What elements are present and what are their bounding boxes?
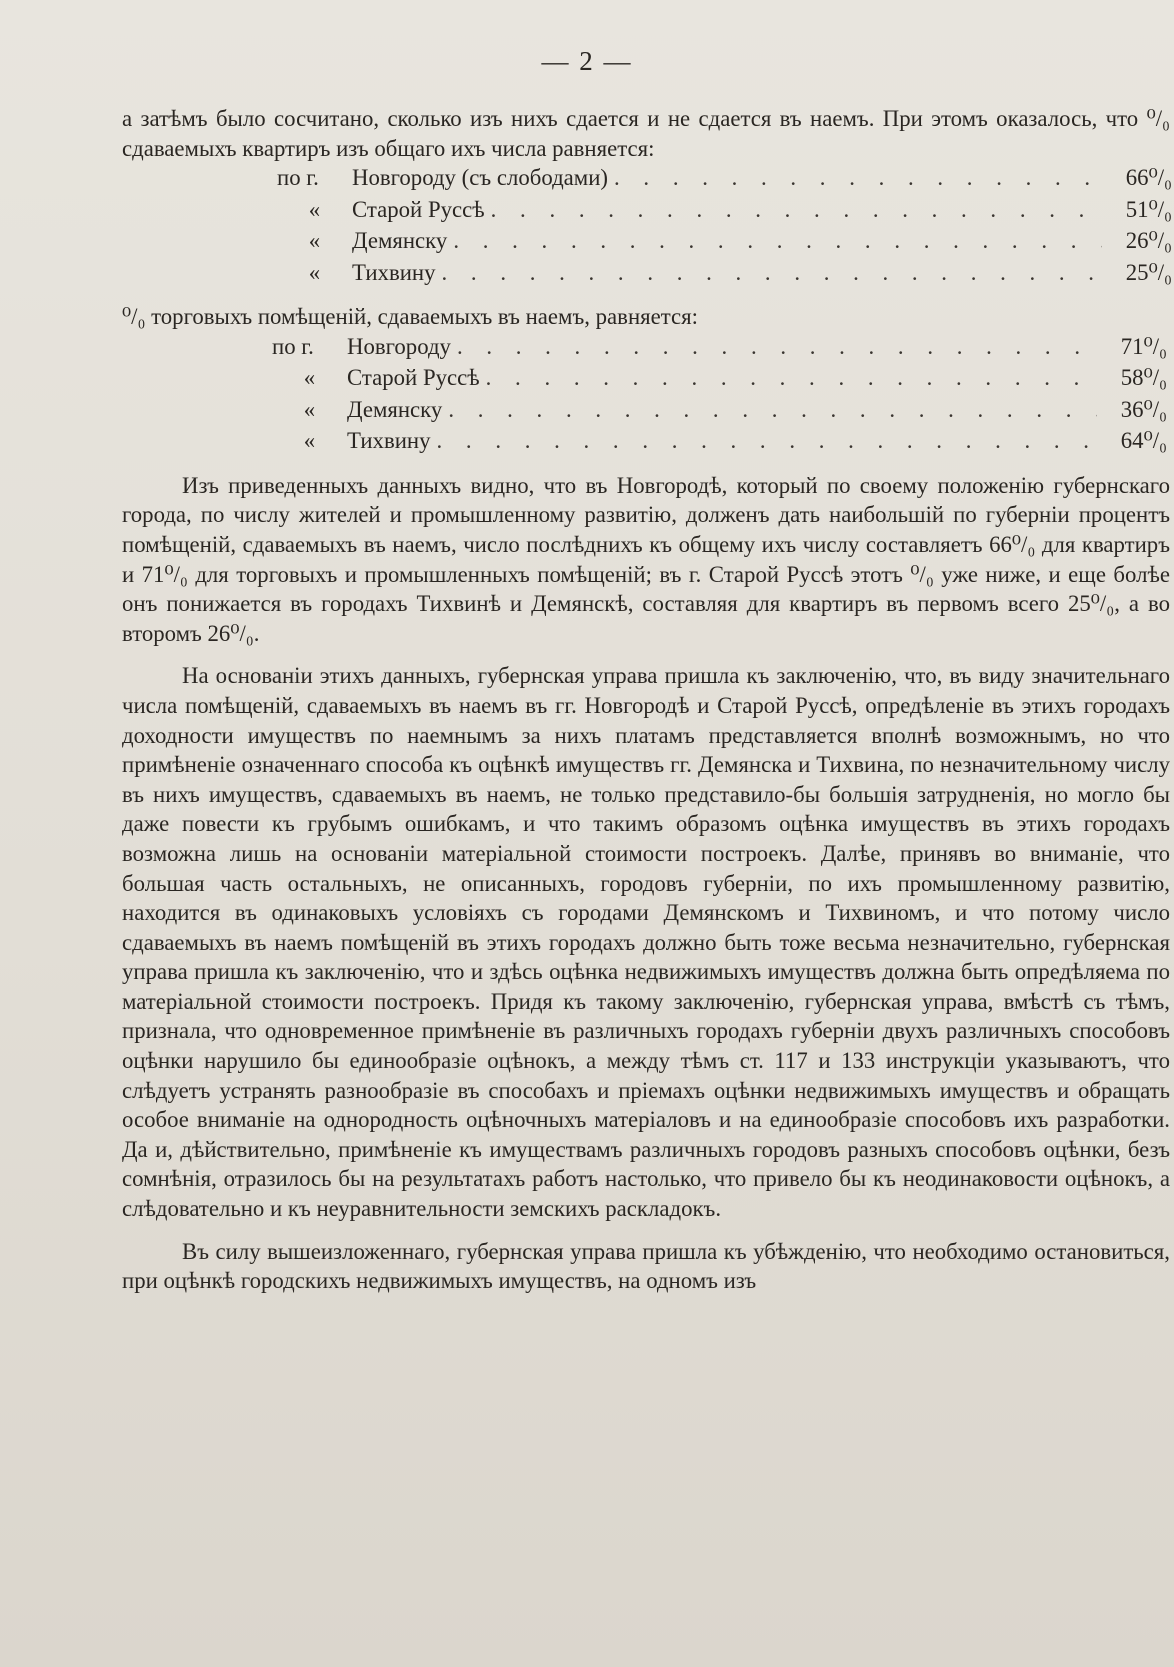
list-item-lead: по г.	[272, 333, 314, 359]
leader-dots	[437, 426, 1097, 456]
list-item	[272, 332, 1167, 364]
list-item-value: 36⁰/₀	[1120, 396, 1167, 422]
leader-dots	[491, 195, 1102, 225]
list-item	[277, 226, 1172, 258]
paragraph: Изъ приведенныхъ данныхъ видно, что въ Новгородѣ, который по своему положенію губернскаго города, по числу жителей и промышленному развитію, долженъ дать наибольшій по губерніи процентъ помѣщеній, сдаваемыхъ въ наемъ, число послѣднихъ къ общему ихъ числу составляетъ 66⁰/₀ для квартиръ и 71⁰/₀ для торговыхъ и промышленныхъ помѣщеній; въ г. Старой Руссѣ этотъ ⁰/₀ уже ниже, и еще болѣе онъ понижается въ городахъ Тихвинѣ и Демянскѣ, составляя для квартиръ въ первомъ всего 25⁰/₀, а во второмъ 26⁰/₀.	[122, 472, 1170, 646]
trade-list	[272, 332, 1167, 458]
list-item	[277, 195, 1172, 227]
list-item-city: Новгороду (съ слободами)	[352, 165, 609, 191]
leader-dots	[457, 332, 1097, 362]
list-item-city: Демянску	[347, 396, 443, 422]
list-item-city: Новгороду	[347, 333, 451, 359]
list-item-value: 51⁰/₀	[1125, 196, 1172, 222]
list-item-lead: «	[308, 259, 321, 285]
list-item-city: Демянску	[352, 228, 448, 254]
leader-dots	[453, 226, 1102, 256]
list-item-value: 25⁰/₀	[1125, 259, 1172, 285]
page-body	[122, 104, 1170, 1296]
list-item-value: 26⁰/₀	[1125, 228, 1172, 254]
list-item-value: 66⁰/₀	[1125, 165, 1172, 191]
list-item-lead: «	[308, 228, 321, 254]
leader-dots	[614, 163, 1102, 193]
list-item	[272, 363, 1167, 395]
list-item	[277, 163, 1172, 195]
list-item-lead: по г.	[277, 165, 319, 191]
list-item-city: Тихвину	[347, 428, 431, 454]
list-item-lead: «	[303, 396, 316, 422]
list-item-city: Старой Руссѣ	[347, 365, 480, 391]
list-item-value: 64⁰/₀	[1120, 428, 1167, 454]
list-item	[272, 426, 1167, 458]
list-item-value: 71⁰/₀	[1120, 333, 1167, 359]
list-item-city: Старой Руссѣ	[352, 196, 485, 222]
list-item-lead: «	[303, 428, 316, 454]
leader-dots	[486, 363, 1097, 393]
list-item-lead: «	[308, 196, 321, 222]
intro-paragraph: а затѣмъ было сосчитано, сколько изъ нихъ сдается и не сдается въ наемъ. При этомъ оказалось, что ⁰/₀ сдаваемыхъ квартиръ изъ общаго ихъ числа равняется:	[122, 106, 1170, 161]
trade-intro: ⁰/₀ торговыхъ помѣщеній, сдаваемыхъ въ наемъ, равняется:	[122, 304, 698, 330]
paragraph: Въ силу вышеизложеннаго, губернская управа пришла къ убѣжденію, что необходимо остановиться, при оцѣнкѣ городскихъ недвижимыхъ имуществъ, на одномъ изъ	[122, 1238, 1170, 1294]
list-item	[277, 258, 1172, 290]
leader-dots	[442, 258, 1102, 288]
page-number: — 2 —	[541, 46, 633, 76]
list-item-lead: «	[303, 365, 316, 391]
paragraph: На основаніи этихъ данныхъ, губернская управа пришла къ заключенію, что, въ виду значительнаго числа помѣщеній, сдаваемыхъ въ наемъ въ гг. Новгородѣ и Старой Руссѣ, опредѣленіе въ этихъ городахъ доходности имуществъ по наемнымъ за нихъ платамъ представляется вполнѣ возможнымъ, но что примѣненіе означеннаго способа къ оцѣнкѣ имуществъ гг. Демянска и Тихвина, по незначительному числу въ нихъ имуществъ, сдаваемыхъ въ наемъ, не только представило-бы большія затрудненія, но могло бы даже повести къ грубымъ ошибкамъ, и что такимъ образомъ оцѣнка имуществъ въ этихъ городахъ возможна лишь на основаніи матеріальной стоимости построекъ. Далѣе, принявъ во вниманіе, что большая часть остальныхъ, не описанныхъ, городовъ губерніи, по ихъ промышленному развитію, находится въ одинаковыхъ условіяхъ съ городами Демянскомъ и Тихвиномъ, и что потому число сдаваемыхъ въ наемъ помѣщеній въ этихъ городахъ должно быть тоже весьма незначительно, губернская управа пришла къ заключенію, что и здѣсь оцѣнка недвижимыхъ имуществъ должна быть опредѣляема по матеріальной стоимости построекъ. Придя къ такому заключенію, губернская управа, вмѣстѣ съ тѣмъ, признала, что одновременное примѣненіе въ различныхъ городахъ губерніи двухъ различныхъ способовъ оцѣнки нарушило бы единообразіе оцѣнокъ, а между тѣмъ ст. 117 и 133 инструкціи указываютъ, что слѣдуетъ устранять разнообразіе въ способахъ и пріемахъ оцѣнки недвижимыхъ имуществъ и обращать особое вниманіе на однородность оцѣночныхъ матеріаловъ и на единообразіе способовъ ихъ разработки. Да и, дѣйствительно, примѣненіе къ имуществамъ различныхъ городовъ разныхъ способовъ оцѣнки, безъ сомнѣнія, отразилось бы на результатахъ работъ настолько, что привело бы къ неодинаковости оцѣнокъ, а слѣдовательно и къ неуравнительности земскихъ раскладокъ.	[122, 663, 1170, 1222]
list-item-city: Тихвину	[352, 259, 436, 285]
list-item	[272, 395, 1167, 427]
list-item-value: 58⁰/₀	[1120, 365, 1167, 391]
apartments-list	[277, 163, 1172, 289]
leader-dots	[448, 395, 1097, 425]
